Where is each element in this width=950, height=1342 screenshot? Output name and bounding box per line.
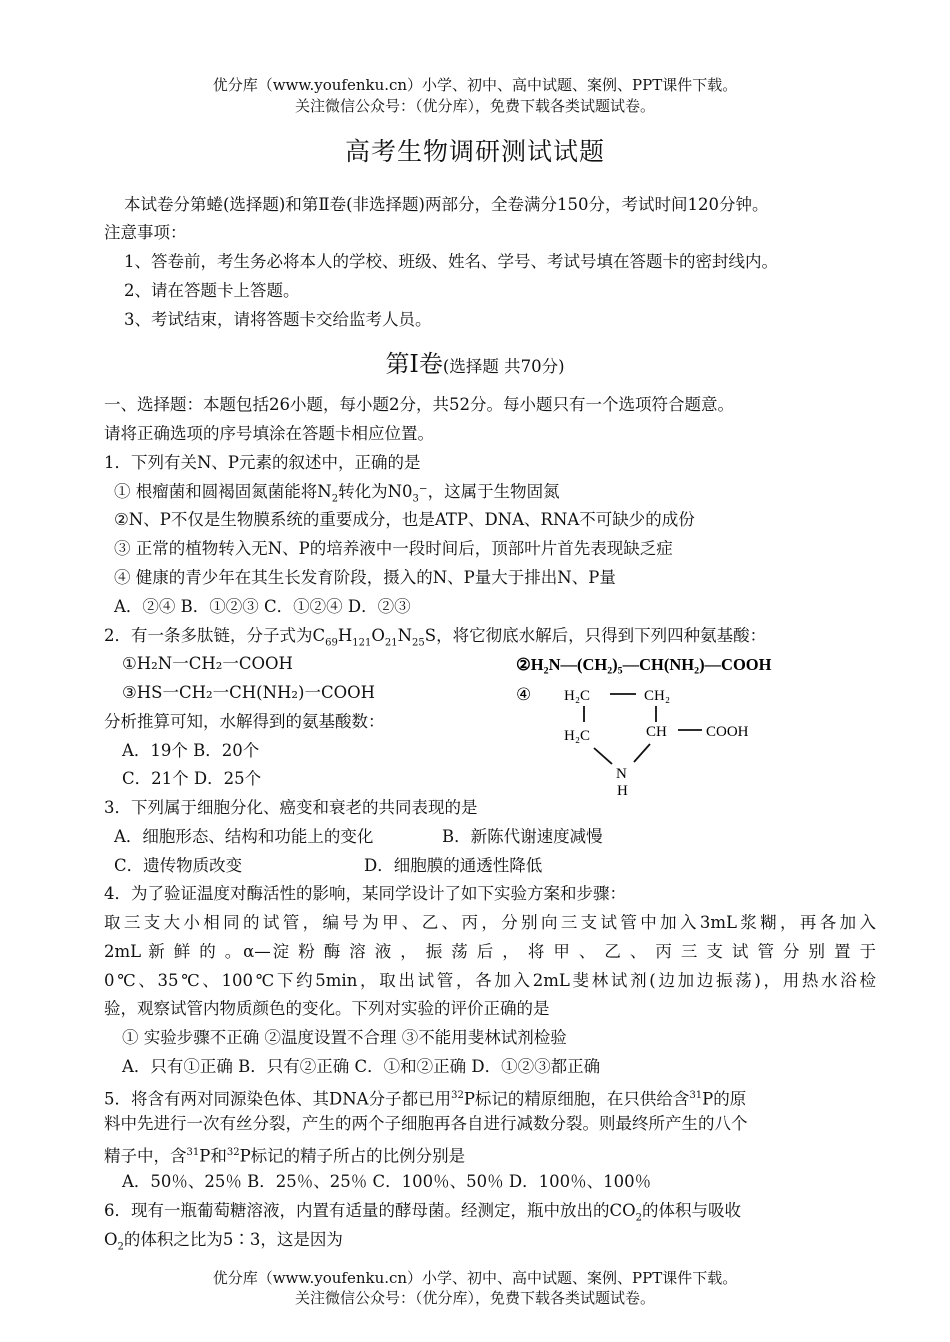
- section-subtitle: (选择题 共70分): [442, 357, 565, 376]
- q4-options: A．只有①正确 B．只有②正确 C．①和②正确 D．①②③都正确: [122, 1057, 601, 1076]
- ring-h2c-bottom: H₂C: [564, 728, 591, 744]
- q1-stem: 1．下列有关N、P元素的叙述中，正确的是: [104, 453, 421, 472]
- section-title: 第Ⅰ卷: [385, 350, 443, 378]
- header-line-2: 关注微信公众号：（优分库），免费下载各类试题试卷。: [294, 97, 655, 115]
- q2-options-ab: A．19个 B．20个: [122, 741, 260, 760]
- q4-paragraph-line-4: 验，观察试管内物质颜色的变化。下列对实验的评价正确的是: [104, 999, 550, 1018]
- q2-amino-acid-1: ①H₂N一CH₂一COOH: [122, 654, 293, 673]
- intro-line-1: 本试卷分第蜷(选择题)和第Ⅱ卷(非选择题)两部分，全卷满分150分，考试时间120分钟。: [124, 195, 769, 214]
- section-heading: [0, 344, 950, 379]
- q1-options: A．②④ B．①②③ C．①②④ D．②③: [114, 597, 411, 616]
- q4-paragraph-line-1: 取三支大小相同的试管，编号为甲、乙、丙，分别向三支试管中加入3mL浆糊，再各加入: [104, 913, 876, 932]
- bond-right-n: [634, 744, 650, 762]
- ring-cooh: COOH: [706, 724, 749, 740]
- q2-analysis: 分析推算可知，水解得到的氨基酸数：: [104, 712, 385, 731]
- ring-h2c-top: H₂C: [564, 688, 591, 704]
- note-1: 1、答卷前，考生务必将本人的学校、班级、姓名、学号、考试号填在答题卡的密封线内。: [124, 252, 778, 271]
- bond-left-n: [594, 748, 612, 764]
- header-line-1: 优分库（www.youfenku.cn）小学、初中、高中试题、案例、PPT课件下载。: [212, 76, 738, 94]
- footer-line-1: 优分库（www.youfenku.cn）小学、初中、高中试题、案例、PPT课件下载。: [212, 1269, 738, 1287]
- instructions-line-1: 一、选择题：本题包括26小题，每小题2分，共52分。每小题只有一个选项符合题意。: [104, 395, 734, 414]
- instructions-line-2: 请将正确选项的序号填涂在答题卡相应位置。: [104, 424, 434, 443]
- proline-structure-diagram: [510, 650, 850, 798]
- q1-statement-2: ②N、P不仅是生物膜系统的重要成分，也是ATP、DNA、RNA不可缺少的成份: [114, 510, 695, 529]
- q6-line-2: $O_2$的体积之比为5∶3，这是因为: [104, 1230, 343, 1253]
- q4-evaluation: ① 实验步骤不正确 ②温度设置不合理 ③不能用斐林试剂检验: [122, 1028, 567, 1047]
- footer-line-2: 关注微信公众号：（优分库），免费下载各类试题试卷。: [294, 1289, 655, 1307]
- page-title: 高考生物调研测试试题: [344, 137, 605, 166]
- q3-option-a: A．细胞形态、结构和功能上的变化: [114, 827, 374, 846]
- q3-option-d: D．细胞膜的通透性降低: [364, 856, 543, 875]
- q1-statement-1: ① 根瘤菌和圆褐固氮菌能将$N_2$转化为$N0_3^-$，这属于生物固氮: [114, 482, 560, 505]
- q2-options-cd: C．21个 D．25个: [122, 769, 262, 788]
- amino-acid-4-label: ④: [516, 685, 532, 704]
- q2-amino-acid-3: ③HS一CH₂一CH(NH₂)一COOH: [122, 683, 376, 702]
- q4-stem: 4．为了验证温度对酶活性的影响，某同学设计了如下实验方案和步骤：: [104, 884, 626, 903]
- q3-option-c: C．遗传物质改变: [114, 856, 243, 875]
- q5-line-1: 5．将含有两对同源染色体、其DNA分子都已用$^{32}$P标记的精原细胞，在只供给含$^{31}$P的原: [104, 1089, 747, 1109]
- ring-ch2-top-right: CH₂: [644, 688, 671, 704]
- ring-ch: CH: [646, 724, 667, 740]
- intro-line-2: 注意事项：: [104, 223, 187, 242]
- q4-paragraph-line-2: 2mL 新 鲜 的 。α—淀 粉 酶 溶 液 ， 振 荡 后 ， 将 甲 、 乙 、 丙 三 支 试 管 分 别 置 于: [104, 942, 876, 961]
- q6-line-1: 6．现有一瓶葡萄糖溶液，内置有适量的酵母菌。经测定，瓶中放出的$CO_2$的体积与吸收: [104, 1201, 742, 1224]
- q5-line-3: 精子中，含$^{31}$P和$^{32}$P标记的精子所占的比例分别是: [104, 1146, 466, 1166]
- q4-paragraph-line-3: 0℃、35℃、100℃下约5min，取出试管，各加入2mL斐林试剂(边加边振荡)，用热水浴检: [104, 971, 876, 990]
- amino-acid-2-formula: ②H₂N—(CH₂)₅—CH(NH₂)—COOH: [516, 655, 772, 674]
- note-2: 2、请在答题卡上答题。: [124, 281, 300, 300]
- note-3: 3、考试结束，请将答题卡交给监考人员。: [124, 310, 432, 329]
- ring-h: H: [617, 783, 628, 798]
- q3-option-b: B．新陈代谢速度减慢: [442, 827, 603, 846]
- q1-statement-4: ④ 健康的青少年在其生长发育阶段，摄入的N、P量大于排出N、P量: [114, 568, 616, 587]
- q5-line-2: 料中先进行一次有丝分裂，产生的两个子细胞再各自进行减数分裂。则最终所产生的八个: [104, 1114, 748, 1133]
- q2-stem: 2．有一条多肽链，分子式为$C_{69}H_{121}O_{21}N_{25}S$，将它彻底水解后，只得到下列四种氨基酸：: [104, 626, 767, 649]
- q5-options: A．50％、25％ B．25％、25％ C．100％、50％ D．100％、100％: [122, 1172, 652, 1191]
- q3-stem: 3．下列属于细胞分化、癌变和衰老的共同表现的是: [104, 798, 478, 817]
- ring-n: N: [616, 766, 627, 782]
- q1-statement-3: ③ 正常的植物转入无N、P的培养液中一段时间后，顶部叶片首先表现缺乏症: [114, 539, 673, 558]
